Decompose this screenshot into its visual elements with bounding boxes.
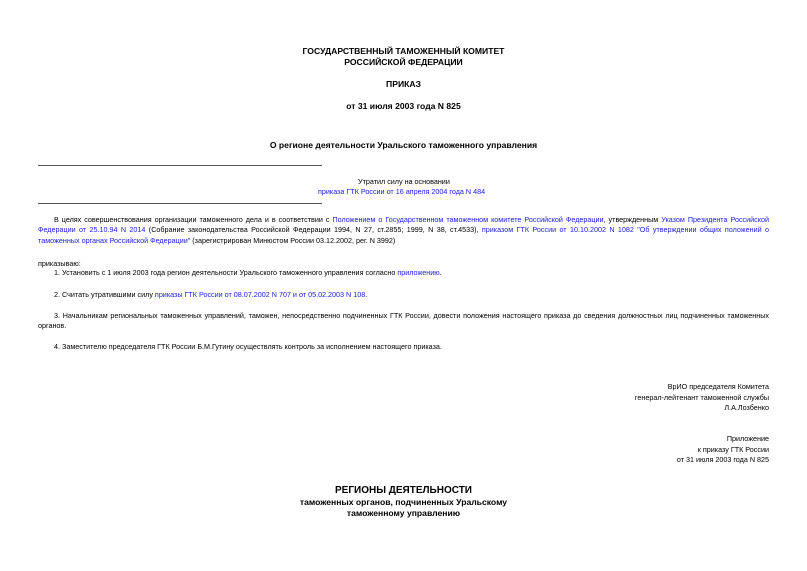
separator-rule-bottom (38, 203, 322, 204)
regulation-gtk-link[interactable]: Положением о Государственном таможенном комитете Российской Федерации (332, 215, 604, 224)
order-word: приказываю: (38, 259, 81, 268)
regions-title: РЕГИОНЫ ДЕЯТЕЛЬНОСТИ (335, 485, 472, 496)
item-1 (38, 268, 769, 278)
document-subject: О регионе деятельности Уральского таможенного управления (269, 140, 538, 150)
signature-position: ВрИО председателя Комитета (667, 382, 769, 391)
regions-subtitle-1: таможенных органов, подчиненных Уральскому (299, 497, 508, 507)
repeal-order-link[interactable]: приказа ГТК России от 16 апреля 2004 года N 484 (318, 187, 486, 196)
item-1-text: 1. Установить с 1 июля 2003 года регион деятельности Уральского таможенного управления согласно (54, 268, 398, 277)
issuer-line-1: ГОСУДАРСТВЕННЫЙ ТАМОЖЕННЫЙ КОМИТЕТ (302, 46, 505, 56)
separator-rule-top (38, 165, 322, 166)
item-2-end: . (365, 290, 368, 299)
appendix-order-ref: к приказу ГТК России (697, 444, 769, 454)
preamble-text-1: В целях совершенствования организации таможенного дела и в соответствии с (54, 215, 333, 224)
item-3: 3. Начальникам региональных таможенных управлений, таможен, непосредственно подчиненных ГТК России, довести положения настоящего приказа до сведения должностных лиц подчиненных таможенных органов. (38, 311, 769, 331)
preamble-text-3: (Собрание законодательства Российской Федерации 1994, N 27, ст.2855; 1999, N 38, ст.4533), (145, 225, 482, 235)
signature-block (635, 382, 769, 414)
issuer-line-2: РОССИЙСКОЙ ФЕДЕРАЦИИ (344, 57, 463, 67)
item-1-end: . (439, 268, 442, 277)
regions-subtitle-2: таможенному управлению (346, 508, 461, 518)
repealed-orders-link[interactable]: приказы ГТК России от 08.07.2002 N 707 и от 05.02.2003 N 108 (154, 290, 366, 299)
presidential-decree-link[interactable]: Указом Президента Российской Федерации от 25.10.94 N 2014 (38, 215, 770, 235)
item-2-text: 2. Считать утратившими силу (54, 290, 155, 299)
appendix-link[interactable]: приложению (397, 268, 440, 277)
document-date-number: от 31 июля 2003 года N 825 (346, 101, 461, 111)
appendix-date: от 31 июля 2003 года N 825 (676, 455, 769, 464)
appendix-label: Приложение (726, 434, 769, 443)
status-note-text: Утратил силу на основании (358, 177, 450, 186)
order-1082-link[interactable]: приказом ГТК России от 10.10.2002 N 1082 "Об утверждении общих положений о таможенных органах Российской Федерации" (38, 225, 769, 245)
preamble-text-4: (зарегистрирован Минюстом России 03.12.2002, рег. N 3992) (190, 235, 396, 245)
item-4: 4. Заместителю председателя ГТК России Б.М.Гутину осуществлять контроль за исполнением настоящего приказа. (54, 342, 442, 351)
signature-name: Л.А.Лозбенко (724, 403, 769, 412)
item-2 (38, 290, 769, 300)
preamble-text-2: , утвержденным (603, 215, 662, 224)
preamble-paragraph (38, 215, 769, 246)
signature-rank: генерал-лейтенант таможенной службы (634, 392, 769, 402)
appendix-reference (677, 434, 769, 466)
document-type: ПРИКАЗ (386, 79, 421, 89)
